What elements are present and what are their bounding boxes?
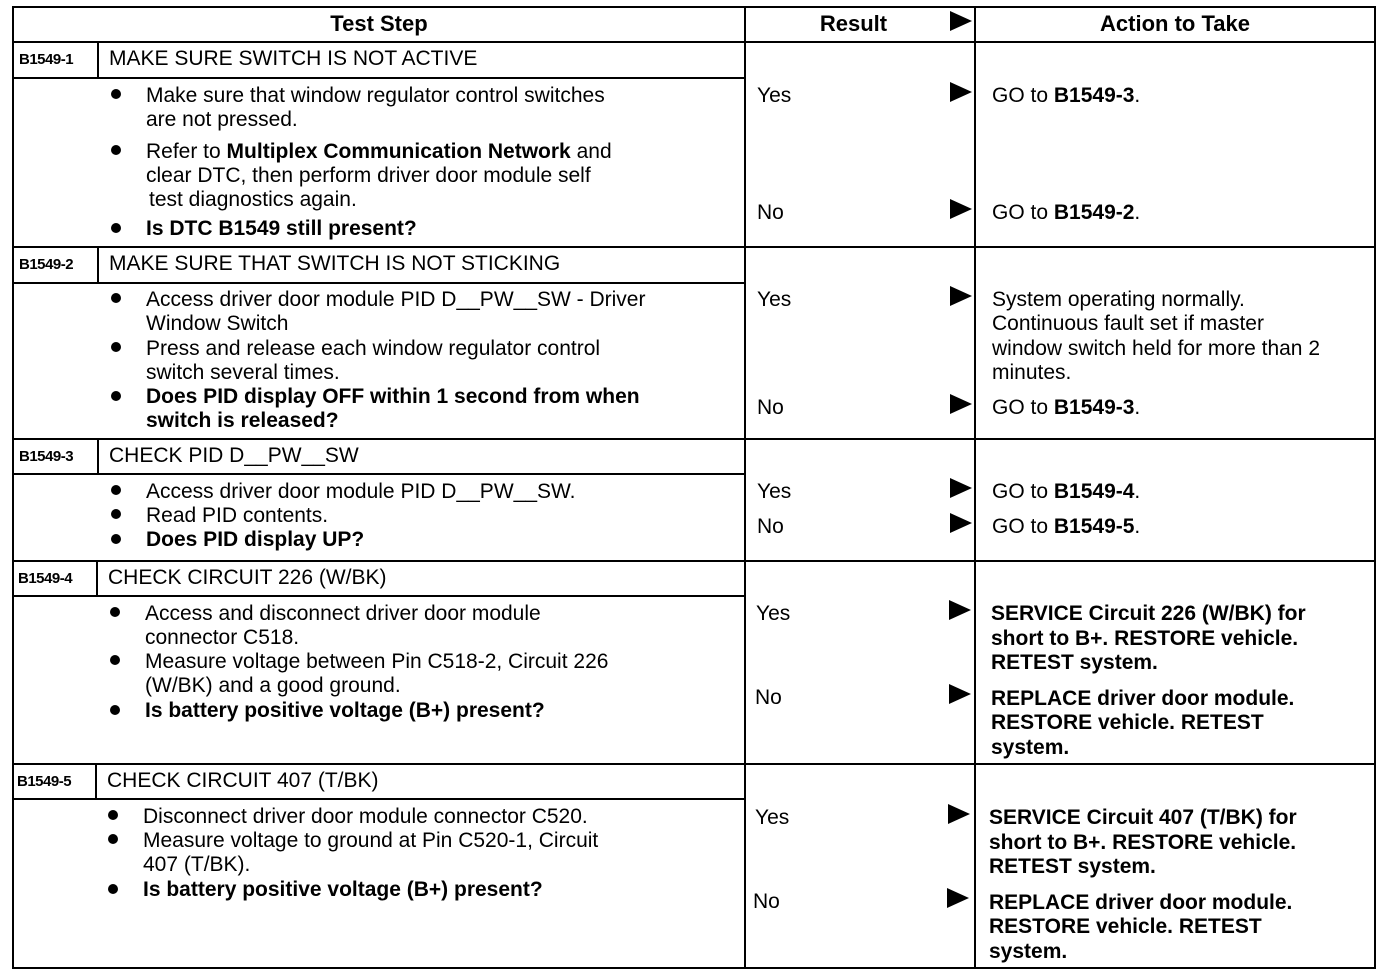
action-text: REPLACE driver door module.: [989, 891, 1293, 914]
bullet-icon: [111, 223, 121, 233]
header-action: Action to Take: [1100, 11, 1250, 36]
bullet-text: switch several times.: [146, 361, 340, 384]
bullet-text: Access and disconnect driver door module: [145, 602, 541, 625]
arrow-icon: [949, 600, 971, 620]
arrow-icon: [950, 394, 972, 414]
bullet-text: Press and release each window regulator control: [146, 337, 601, 360]
step-code: B1549-3: [19, 448, 74, 465]
step-title-underline: [12, 473, 745, 475]
bullet-question: Does PID display UP?: [146, 528, 365, 551]
arrow-icon: [950, 199, 972, 219]
result-label: No: [757, 396, 784, 419]
action-text: window switch held for more than 2: [992, 337, 1320, 360]
arrow-icon: [950, 478, 972, 498]
bullet-icon: [111, 145, 121, 155]
result-label: No: [753, 890, 780, 913]
step-divider: [12, 438, 1376, 440]
action-text: system.: [991, 736, 1070, 759]
result-label: No: [755, 686, 782, 709]
step-title: CHECK CIRCUIT 226 (W/BK): [108, 566, 387, 589]
action-text: SERVICE Circuit 407 (T/BK) for: [989, 806, 1297, 829]
step-title-underline: [12, 77, 745, 79]
bullet-text: test diagnostics again.: [149, 188, 357, 211]
action-text: short to B+. RESTORE vehicle.: [991, 627, 1299, 650]
bullet-text: Measure voltage between Pin C518-2, Circuit 226: [145, 650, 609, 673]
bullet-text: are not pressed.: [146, 108, 298, 131]
result-label: Yes: [755, 806, 790, 829]
step-title: CHECK CIRCUIT 407 (T/BK): [107, 769, 379, 792]
bullet-icon: [110, 655, 120, 665]
action-text: RETEST system.: [991, 651, 1158, 674]
action-text: GO to B1549-5.: [992, 515, 1141, 538]
code-cell-border: [97, 438, 99, 474]
action-text: RETEST system.: [989, 855, 1156, 878]
bullet-text: Read PID contents.: [146, 504, 329, 527]
result-label: No: [757, 515, 784, 538]
bullet-icon: [110, 705, 120, 715]
step-code: B1549-4: [18, 570, 73, 587]
result-label: Yes: [757, 288, 792, 311]
arrow-icon: [950, 11, 972, 31]
arrow-icon: [948, 804, 970, 824]
bullet-text: Access driver door module PID D__PW__SW - Driver: [146, 288, 646, 311]
bullet-text: clear DTC, then perform driver door module self: [146, 164, 591, 187]
code-cell-border: [95, 763, 97, 799]
step-title-underline: [12, 595, 745, 597]
result-label: Yes: [757, 480, 792, 503]
step-title-underline: [12, 798, 745, 800]
bullet-text: Refer to Multiplex Communication Network and: [146, 140, 612, 163]
header-test-step: Test Step: [330, 11, 428, 36]
code-cell-border: [96, 560, 98, 596]
bullet-icon: [111, 509, 121, 519]
bullet-text: Window Switch: [146, 312, 289, 335]
action-text: GO to B1549-4.: [992, 480, 1141, 503]
action-text: short to B+. RESTORE vehicle.: [989, 831, 1297, 854]
column-divider-action: [974, 6, 976, 969]
bullet-question: Is battery positive voltage (B+) present?: [145, 699, 545, 722]
step-divider: [12, 246, 1376, 248]
header-result: Result: [819, 11, 888, 36]
action-text: GO to B1549-2.: [992, 201, 1141, 224]
action-text: system.: [989, 940, 1068, 963]
bullet-icon: [108, 884, 118, 894]
step-divider: [12, 763, 1376, 765]
bullet-text: Make sure that window regulator control switches: [146, 84, 605, 107]
step-code: B1549-5: [17, 773, 72, 790]
action-text: RESTORE vehicle. RETEST: [989, 915, 1262, 938]
bullet-icon: [111, 293, 121, 303]
arrow-icon: [950, 286, 972, 306]
table-border-top: [12, 6, 1376, 8]
step-divider: [12, 560, 1376, 562]
action-text: REPLACE driver door module.: [991, 687, 1295, 710]
header-divider: [12, 41, 1376, 43]
step-title: MAKE SURE THAT SWITCH IS NOT STICKING: [109, 252, 561, 275]
step-title: CHECK PID D__PW__SW: [109, 444, 359, 467]
action-text: System operating normally.: [992, 288, 1245, 311]
bullet-icon: [111, 534, 121, 544]
bullet-question: Is battery positive voltage (B+) present?: [143, 878, 543, 901]
bullet-text: Measure voltage to ground at Pin C520-1, Circuit: [143, 829, 599, 852]
table-border-right: [1374, 6, 1376, 969]
bullet-text: (W/BK) and a good ground.: [145, 674, 401, 697]
bullet-text: 407 (T/BK).: [143, 853, 251, 876]
result-label: Yes: [757, 84, 792, 107]
step-title-underline: [12, 282, 745, 284]
code-cell-border: [97, 246, 99, 283]
arrow-icon: [949, 684, 971, 704]
arrow-icon: [947, 888, 969, 908]
step-code: B1549-1: [19, 51, 74, 68]
bullet-icon: [111, 391, 121, 401]
step-title: MAKE SURE SWITCH IS NOT ACTIVE: [109, 47, 478, 70]
bullet-icon: [108, 834, 118, 844]
bullet-question: Is DTC B1549 still present?: [146, 217, 417, 240]
result-label: Yes: [756, 602, 791, 625]
result-label: No: [757, 201, 784, 224]
arrow-icon: [950, 513, 972, 533]
bullet-icon: [111, 342, 121, 352]
action-text: Continuous fault set if master: [992, 312, 1264, 335]
action-text: RESTORE vehicle. RETEST: [991, 711, 1264, 734]
bullet-text: Access driver door module PID D__PW__SW.: [146, 480, 576, 503]
action-text: minutes.: [992, 361, 1072, 384]
action-text: SERVICE Circuit 226 (W/BK) for: [991, 602, 1306, 625]
bullet-question: Does PID display OFF within 1 second from when: [146, 385, 640, 408]
arrow-icon: [950, 82, 972, 102]
bullet-icon: [110, 607, 120, 617]
bullet-question: switch is released?: [146, 409, 339, 432]
action-text: GO to B1549-3.: [992, 84, 1141, 107]
table-border-left: [12, 6, 14, 969]
bullet-icon: [111, 485, 121, 495]
action-text: GO to B1549-3.: [992, 396, 1141, 419]
bullet-text: connector C518.: [145, 626, 300, 649]
column-divider-result: [744, 6, 746, 969]
code-cell-border: [97, 41, 99, 78]
bullet-icon: [111, 89, 121, 99]
bullet-icon: [108, 810, 118, 820]
step-code: B1549-2: [19, 256, 74, 273]
table-border-bottom: [12, 967, 1376, 969]
bullet-text: Disconnect driver door module connector C520.: [143, 805, 588, 828]
